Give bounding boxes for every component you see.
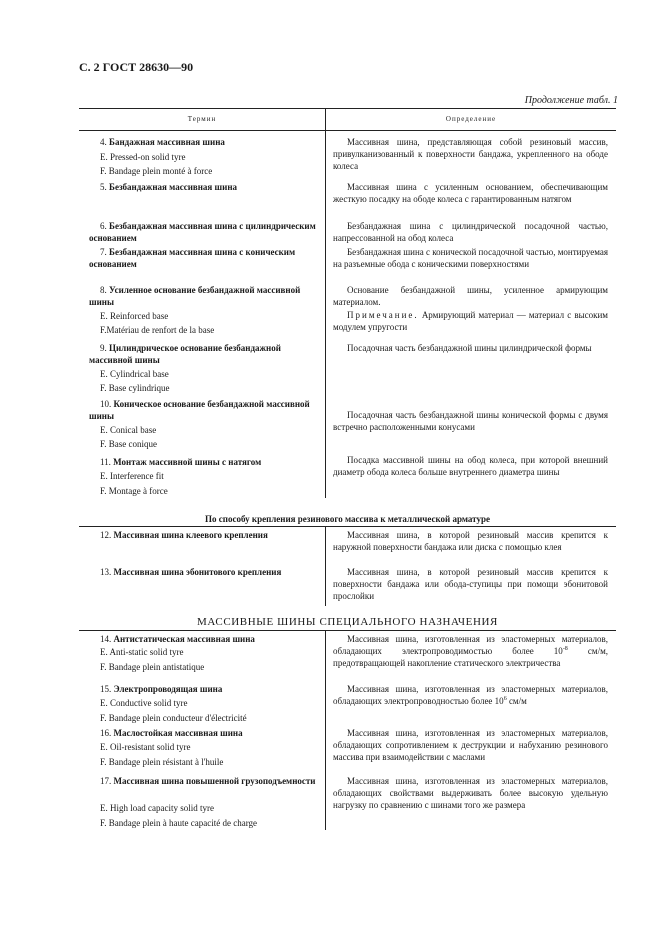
term-4-fr: F. Bandage plein monté à force <box>100 166 213 176</box>
definition-14: Массивная шина, изготовленная из эластомерных материалов, обладающих электропроводимостью более $10^{-8}$ см/м, предотвращающей накопление статического электричества <box>333 634 609 669</box>
definition-12: Массивная шина, в которой резиновый массив крепится к наружной поверхности бандажа или диска с помощью клея <box>333 530 608 553</box>
definition-17: Массивная шина, изготовленная из эластомерных материалов, обладающих свойствами выдерживать более высокую удельную нагрузку по сравнению с шинами того же размера <box>333 776 608 811</box>
definition-8: Основание безбандажной шины, усиленное армирующим материалом. <box>333 285 608 308</box>
table-head-rule <box>79 130 616 131</box>
term-9-fr: F. Base cylindrique <box>100 383 170 393</box>
column-divider-mount <box>325 526 326 606</box>
section-mount-rule <box>79 526 616 527</box>
column-divider-special <box>325 630 326 830</box>
term-4-en: E. Pressed-on solid tyre <box>100 152 186 162</box>
definition-16: Массивная шина, изготовленная из эластомерных материалов, обладающих сопротивлением к деструкции и набуханию резинового массива при взаимодействии с маслами <box>333 728 608 763</box>
term-16-en: E. Oil-resistant solid tyre <box>100 742 191 752</box>
term-7: 7. Безбандажная массивная шина с коническим основанием <box>89 247 296 270</box>
definition-11: Посадка массивной шины на обод колеса, при которой внешний диаметр обода колеса больше внутреннего диаметра шины <box>333 455 608 478</box>
term-4: 4. Бандажная массивная шина <box>100 137 225 147</box>
column-header-definition: Определение <box>445 115 497 123</box>
term-11-fr: F. Montage à force <box>100 486 168 496</box>
term-8-en: E. Reinforced base <box>100 311 169 321</box>
definition-5: Массивная шина с усиленным основанием, обеспечивающим жесткую посадку на ободе колеса с гарантированным натягом <box>333 182 608 205</box>
term-15-en: E. Conductive solid tyre <box>100 698 188 708</box>
definition-7: Безбандажная шина с конической посадочной частью, монтируемая на разъемные обода с коническими поверхностями <box>333 247 608 270</box>
term-12: 12. Массивная шина клеевого крепления <box>100 530 268 540</box>
term-10-en: E. Conical base <box>100 425 157 435</box>
term-16-fr: F. Bandage plein résistant à l'huile <box>100 757 224 767</box>
term-15: 15. Электропроводящая шина <box>100 684 223 694</box>
term-9-en: E. Cylindrical base <box>100 369 169 379</box>
section-mount-title: По способу крепления резинового массива к металлической арматуре <box>205 514 490 524</box>
definition-6: Безбандажная шина с цилиндрической посадочной частью, напрессованной на обод колеса <box>333 221 608 244</box>
definition-15: Массивная шина, изготовленная из эластомерных материалов, обладающих электропроводностью более $10^6$ см/м <box>333 684 608 707</box>
section-special-rule <box>79 630 616 631</box>
term-6: 6. Безбандажная массивная шина с цилиндрическим основанием <box>89 221 316 244</box>
term-5: 5. Безбандажная массивная шина <box>100 182 238 192</box>
term-17-fr: F. Bandage plein à haute capacité de charge <box>100 818 258 828</box>
section-special-title: МАССИВНЫЕ ШИНЫ СПЕЦИАЛЬНОГО НАЗНАЧЕНИЯ <box>197 616 498 628</box>
term-14-fr: F. Bandage plein antistatique <box>100 662 205 672</box>
definition-10: Посадочная часть безбандажной шины конической формы с двумя встречно расположенными конусами <box>333 410 608 433</box>
term-13: 13. Массивная шина эбонитового крепления <box>100 567 282 577</box>
column-header-term: Термин <box>187 115 217 123</box>
term-17-en: E. High load capacity solid tyre <box>100 803 214 813</box>
definition-9: Посадочная часть безбандажной шины цилиндрической формы <box>347 343 592 353</box>
term-8: 8. Усиленное основание безбандажной массивной шины <box>89 285 301 308</box>
term-10-fr: F. Base conique <box>100 439 158 449</box>
term-11: 11. Монтаж массивной шины с натягом <box>100 457 262 467</box>
definition-8-note: Примечание. Армирующий материал — материал с высоким модулем упругости <box>333 310 609 333</box>
page-header: С. 2 ГОСТ 28630—90 <box>79 60 194 74</box>
term-10: 10. Коническое основание безбандажной массивной шины <box>89 399 310 422</box>
term-15-fr: F. Bandage plein conducteur d'électricité <box>100 713 247 723</box>
definition-4: Массивная шина, представляющая собой резиновый массив, привулканизованный к поверхности бандажа, укрепленного на ободе колеса <box>333 137 608 172</box>
term-16: 16. Маслостойкая массивная шина <box>100 728 243 738</box>
term-14-en: E. Anti-static solid tyre <box>100 647 184 657</box>
column-divider-head <box>325 108 326 131</box>
term-9: 9. Цилиндрическое основание безбандажной массивной шины <box>89 343 281 366</box>
table-top-rule <box>79 108 616 109</box>
term-11-en: E. Interference fit <box>100 471 164 481</box>
term-8-fr: F.Matériau de renfort de la base <box>100 325 215 335</box>
definition-13: Массивная шина, в которой резиновый массив крепится к поверхности бандажа или обода-ступицы при помощи эбонитовой прослойки <box>333 567 608 602</box>
term-17: 17. Массивная шина повышенной грузоподъемности <box>100 776 316 786</box>
continuation-label: Продолжение табл. 1 <box>524 95 618 106</box>
column-divider <box>325 131 326 498</box>
term-14: 14. Антистатическая массивная шина <box>100 634 255 644</box>
